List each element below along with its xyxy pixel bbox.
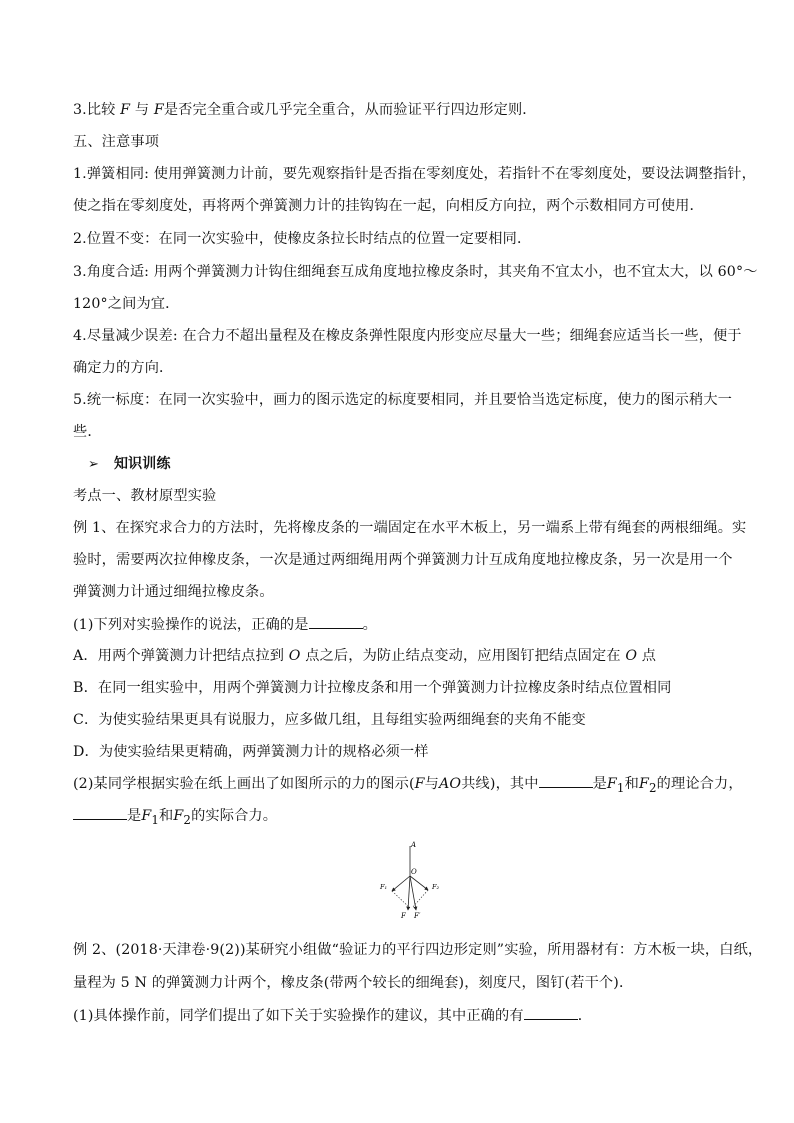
vector-f-prime (410, 876, 416, 910)
label-f1: F₁ (380, 883, 388, 891)
section-heading-training: ➢ 知识训练 (88, 454, 748, 475)
note-1-line-2: 使之指在零刻度处，再将两个弹簧测力计的挂钩钩在一起，向相反方向拉，两个示数相同方可使用． (73, 198, 704, 214)
label-o: O (411, 868, 417, 876)
label-f2: F₂ (432, 883, 440, 891)
example-2-line-2: 量程为 5 N 的弹簧测力计两个，橡皮条(带两个较长的细绳套)，刻度尺，图钉(若干个)． (73, 975, 634, 991)
topic-heading: 考点一、教材原型实验 (73, 488, 217, 504)
vector-f2 (410, 876, 428, 890)
note-1-line-1: 1.弹簧相同: 使用弹簧测力计前，要先观察指针是否指在零刻度处，若指针不在零刻度处，要设法调整指针， (73, 166, 756, 182)
option-d: D．为使实验结果更精确，两弹簧测力计的规格必须一样 (73, 744, 429, 760)
example-2-line-1: 例 2、(2018·天津卷·9(2))某研究小组做“验证力的平行四边形定则”实验，所用器材有：方木板一块，白纸， (73, 942, 763, 958)
answer-blank (309, 614, 363, 629)
example-1-line-1: 例 1、在探究求合力的方法时，先将橡皮条的一端固定在水平木板上，另一端系上带有绳套的两根细绳。实 (73, 520, 747, 536)
example-2-question-1: (1)具体操作前，同学们提出了如下关于实验操作的建议，其中正确的有 ． (73, 1005, 733, 1026)
note-2: 2.位置不变：在同一次实验中，使橡皮条拉长时结点的位置一定要相同． (73, 231, 532, 247)
note-5-line-2: 些． (73, 424, 102, 440)
vector-f1 (392, 876, 410, 891)
label-f-prime: F′ (414, 912, 421, 920)
question-2-line-1: (2)某同学根据实验在纸上画出了如图所示的力的图示(F与AO共线)，其中 是$F_1$和$F_2$的理论合力， (73, 773, 733, 798)
option-c: C．为使实验结果更具有说服力，应多做几组，且每组实验两细绳套的夹角不能变 (73, 712, 586, 728)
example-1-line-2: 验时，需要两次拉伸橡皮条，一次是通过两细绳用两个弹簧测力计互成角度地拉橡皮条，另一次是用一个 (73, 552, 733, 568)
line-compare-step: 3.比较 F 与 F是否完全重合或几乎完全重合，从而验证平行四边形定则． (73, 102, 537, 118)
label-a: A (411, 841, 417, 849)
section-heading-notes: 五、注意事项 (73, 134, 160, 150)
option-a: A．用两个弹簧测力计把结点拉到 O 点之后，为防止结点变动，应用图钉把结点固定在 O 点 (73, 648, 657, 664)
note-3-line-1: 3.角度合适: 用两个弹簧测力计钩住细绳套互成角度地拉橡皮条时，其夹角不宜太小，也不宜太大，以 60°～ (73, 264, 758, 280)
question-1: (1)下列对实验操作的说法，正确的是 。 (73, 614, 733, 635)
question-2-line-2: 是$F_1$和$F_2$的实际合力。 (73, 805, 733, 830)
vector-f (408, 876, 410, 910)
label-f: F (401, 912, 406, 920)
answer-blank (524, 1005, 578, 1020)
note-3-line-2: 120°之间为宜． (73, 296, 180, 312)
answer-blank (73, 805, 127, 820)
arrow-bullet-icon: ➢ (88, 457, 100, 472)
force-diagram (376, 836, 446, 926)
note-4-line-1: 4.尽量减少误差: 在合力不超出量程及在橡皮条弹性限度内形变应尽量大一些；细绳套应适当长一些，便于 (73, 328, 742, 344)
note-4-line-2: 确定力的方向． (73, 360, 174, 376)
dashed-line-left (392, 891, 410, 908)
option-b: B．在同一组实验中，用两个弹簧测力计拉橡皮条和用一个弹簧测力计拉橡皮条时结点位置相同 (73, 680, 672, 696)
answer-blank (539, 773, 593, 788)
example-1-line-3: 弹簧测力计通过细绳拉橡皮条。 (73, 584, 274, 600)
note-5-line-1: 5.统一标度：在同一次实验中，画力的图示选定的标度要相同，并且要恰当选定标度，使力的图示稍大一 (73, 392, 733, 408)
